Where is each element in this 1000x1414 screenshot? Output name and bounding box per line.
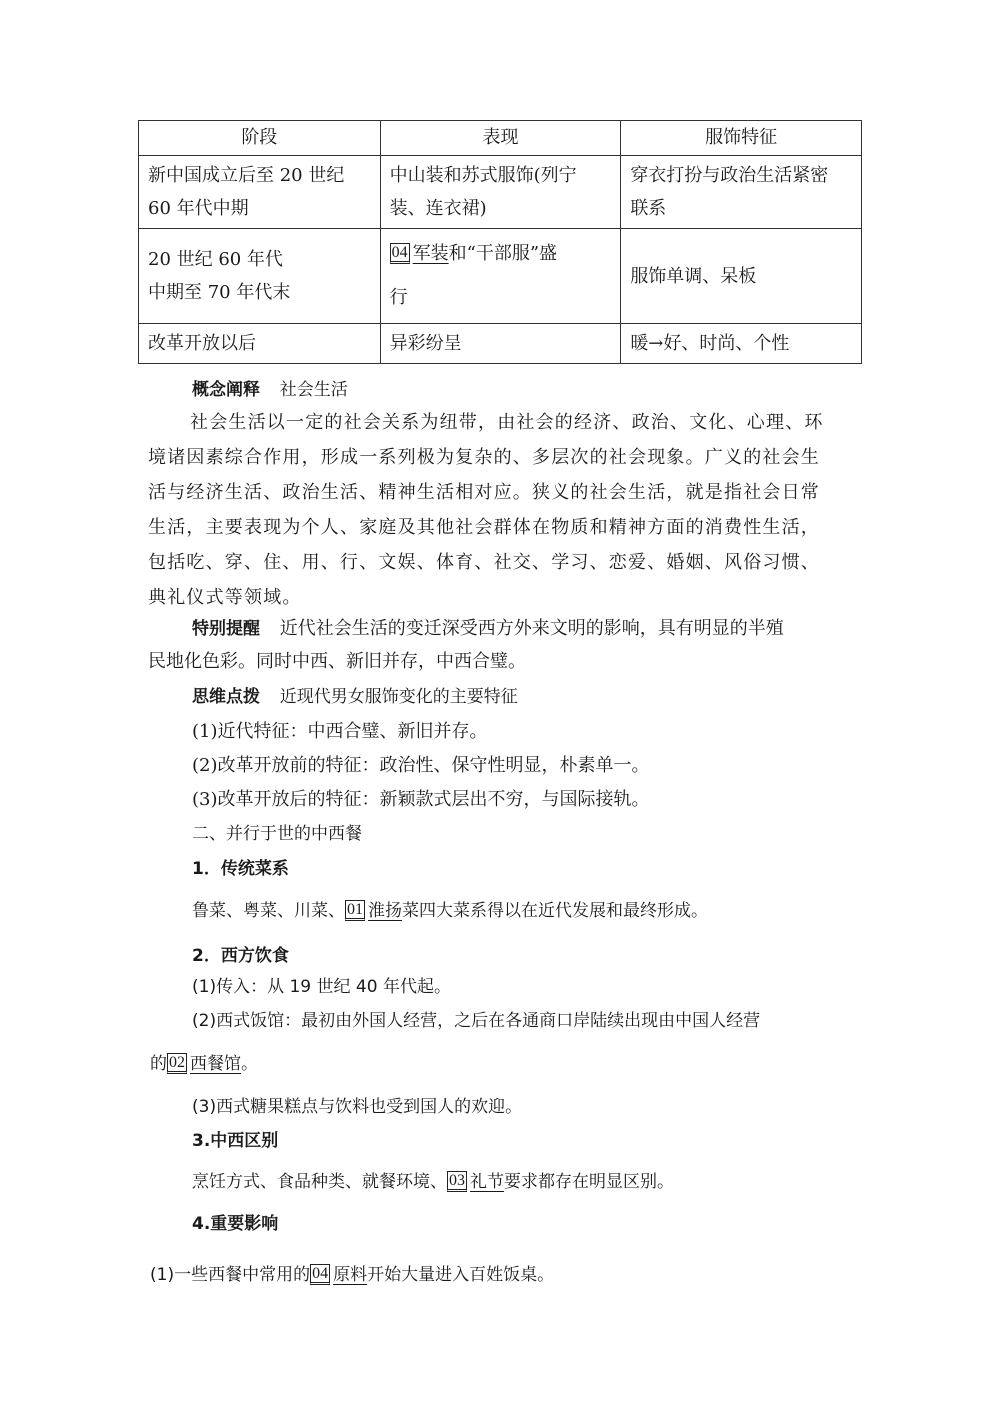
reminder-line: 特别提醒 近代社会生活的变迁深受西方外来文明的影响，具有明显的半殖 — [192, 618, 784, 639]
western-food-item: (3)西式糖果糕点与饮料也受到国人的欢迎。 — [192, 1097, 523, 1117]
reminder-line-2: 民地化色彩。同时中西、新旧并存，中西合璧。 — [148, 651, 526, 672]
blank-number: 02 — [167, 1053, 187, 1074]
subsection-heading: 4.重要影响 — [192, 1214, 279, 1234]
cell-performance: 04 军装和“干部服”盛 行 — [380, 229, 621, 324]
clothing-stage-table — [138, 120, 862, 364]
concept-title: 社会生活 — [279, 380, 348, 400]
cell-performance: 异彩纷呈 — [380, 324, 621, 364]
blank-answer: 礼节 — [470, 1172, 504, 1192]
blank-answer: 原料 — [333, 1265, 368, 1285]
thinking-title: 近现代男女服饰变化的主要特征 — [279, 687, 518, 707]
table-row — [139, 156, 862, 229]
blank-number: 01 — [345, 900, 365, 921]
thinking-heading — [192, 686, 518, 708]
western-food-item: (1)传入：从 19 世纪 40 年代起。 — [192, 977, 451, 997]
section-heading: 二、并行于世的中西餐 — [192, 824, 362, 844]
table-row — [139, 324, 862, 364]
thinking-item: (3)改革开放后的特征：新颖款式层出不穷，与国际接轨。 — [192, 789, 650, 810]
cell-feature: 服饰单调、呆板 — [621, 229, 862, 324]
header-stage: 阶段 — [139, 121, 381, 156]
concept-paragraph: 社会生活以一定的社会关系为纽带，由社会的经济、政治、文化、心理、环 — [190, 412, 824, 433]
cell-stage: 新中国成立后至 20 世纪 60 年代中期 — [139, 156, 381, 229]
western-food-item: (2)西式饭馆：最初由外国人经营，之后在各通商口岸陆续出现由中国人经营 — [192, 1011, 761, 1031]
influence-line: (1)一些西餐中常用的 04 原料开始大量进入百姓饭桌。 — [150, 1265, 555, 1285]
subsection-heading: 1．传统菜系 — [192, 859, 289, 879]
blank-number: 03 — [447, 1171, 467, 1192]
blank-answer: 淮扬 — [368, 901, 402, 921]
cell-performance: 中山装和苏式服饰(列宁 装、连衣裙) — [380, 156, 621, 229]
cell-stage: 20 世纪 60 年代 中期至 70 年代末 — [139, 229, 381, 324]
difference-line: 烹饪方式、食品种类、就餐环境、 03 礼节要求都存在明显区别。 — [192, 1172, 674, 1192]
blank-answer: 西餐馆 — [190, 1054, 241, 1074]
header-feature: 服饰特征 — [621, 121, 862, 156]
western-food-item-cont: 的 02 西餐馆。 — [150, 1054, 258, 1074]
blank-answer: 军装 — [412, 243, 449, 264]
concept-heading — [192, 379, 348, 401]
blank-number: 04 — [390, 243, 410, 264]
subsection-heading: 3.中西区别 — [192, 1131, 279, 1151]
table-row — [139, 229, 862, 324]
subsection-heading: 2．西方饮食 — [192, 946, 289, 966]
blank-number: 04 — [310, 1264, 330, 1285]
cell-stage: 改革开放以后 — [139, 324, 381, 364]
cell-feature: 暖→好、时尚、个性 — [621, 324, 862, 364]
concept-paragraph-cont: 境诸因素综合作用，形成一系列极为复杂的、多层次的社会现象。广义的社会生 活与经济生活、政治生活、精神生活相对应。狭义的社会生活，就是指社会日常 生活，主要表现为个人、家庭及其他社会群体在物质和精神方面的消费性生活， 包括吃、穿、住、用、行、文娱、体育、社交、学习、恋爱、婚姻、风俗习惯、 典礼仪式等领域。 — [148, 447, 820, 608]
concept-label: 概念阐释 — [192, 380, 260, 400]
reminder-label: 特别提醒 — [192, 619, 260, 639]
header-performance: 表现 — [380, 121, 621, 156]
cuisine-line: 鲁菜、粤菜、川菜、 01 淮扬菜四大菜系得以在近代发展和最终形成。 — [192, 901, 708, 921]
thinking-item: (1)近代特征：中西合璧、新旧并存。 — [192, 721, 488, 742]
thinking-label: 思维点拨 — [192, 687, 260, 707]
cell-feature: 穿衣打扮与政治生活紧密 联系 — [621, 156, 862, 229]
thinking-item: (2)改革开放前的特征：政治性、保守性明显，朴素单一。 — [192, 755, 650, 776]
table-header-row — [139, 121, 862, 156]
